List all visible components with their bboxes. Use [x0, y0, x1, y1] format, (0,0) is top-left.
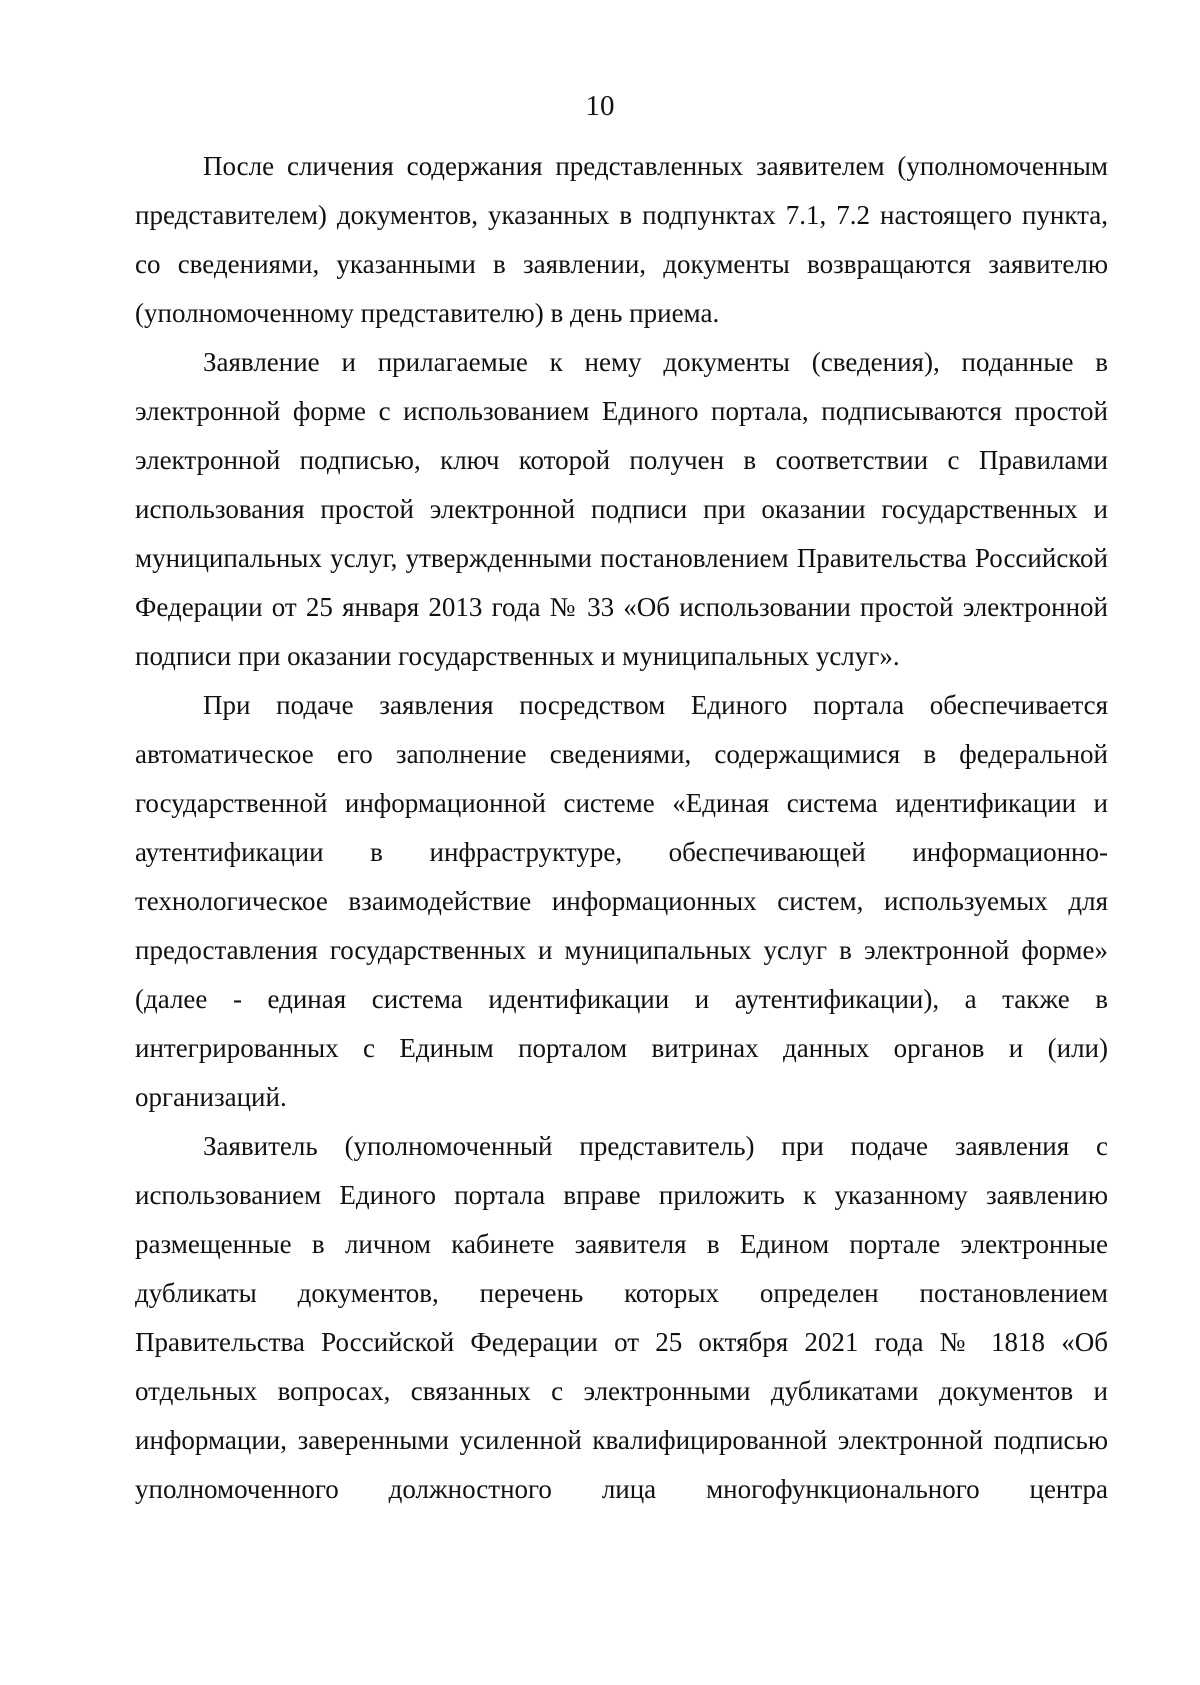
paragraph-2: Заявление и прилагаемые к нему документы (сведения), поданные в электронной форме с использованием Единого портала, подписываются простой электронной подписью, ключ которой получен в соответствии с Правилами использования простой электронной подписи при оказании государственных и муниципальных услуг, утвержденными постановлением Правительства Российской Федерации от 25 января 2013 года № 33 «Об использовании простой электронной подписи при оказании государственных и муниципальных услуг».	[135, 347, 1108, 671]
paragraph-1: После сличения содержания представленных заявителем (уполномоченным представителем) документов, указанных в подпунктах 7.1, 7.2 настоящего пункта, со сведениями, указанными в заявлении, документы возвращаются заявителю (уполномоченному представителю) в день приема.	[135, 151, 1108, 328]
paragraph-4: Заявитель (уполномоченный представитель) при подаче заявления с использованием Единого портала вправе приложить к указанному заявлению размещенные в личном кабинете заявителя в Едином портале электронные дубликаты документов, перечень которых определен постановлением Правительства Российской Федерации от 25 октября 2021 года № 1818 «Об отдельных вопросах, связанных с электронными дубликатами документов и информации, заверенными усиленной квалифицированной электронной подписью уполномоченного должностного лица многофункционального центра	[135, 1131, 1108, 1504]
paragraph-3: При подаче заявления посредством Единого портала обеспечивается автоматическое его заполнение сведениями, содержащимися в федеральной государственной информационной системе «Единая система идентификации и аутентификации в инфраструктуре, обеспечивающей информационно-технологическое взаимодействие информационных систем, используемых для предоставления государственных и муниципальных услуг в электронной форме» (далее - единая система идентификации и аутентификации), а также в интегрированных с Единым порталом витринах данных органов и (или) организаций.	[135, 690, 1108, 1112]
page-number: 10	[585, 90, 615, 122]
document-body	[135, 142, 1108, 1514]
